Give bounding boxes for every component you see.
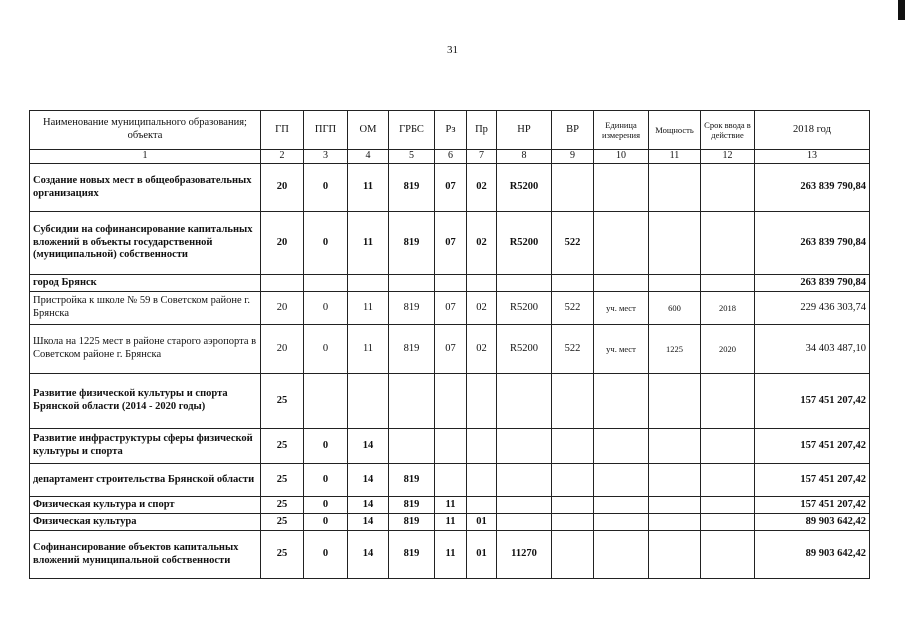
table-cell <box>261 275 304 292</box>
table-cell <box>701 212 755 275</box>
table-cell <box>435 464 467 497</box>
table-cell: 0 <box>304 531 348 579</box>
table-cell <box>497 514 552 531</box>
table-cell: 157 451 207,42 <box>755 429 870 464</box>
table-cell: 25 <box>261 497 304 514</box>
scan-edge-mark <box>898 0 905 20</box>
table-cell: 600 <box>649 292 701 325</box>
table-cell <box>304 374 348 429</box>
header-rz: Рз <box>435 111 467 150</box>
table-cell: 2018 <box>701 292 755 325</box>
header-year-2018: 2018 год <box>755 111 870 150</box>
table-cell <box>497 497 552 514</box>
table-cell: 11 <box>348 164 389 212</box>
table-cell: 25 <box>261 429 304 464</box>
header-row <box>30 111 870 150</box>
table-cell: Пристройка к школе № 59 в Советском районе г. Брянска <box>30 292 261 325</box>
table-cell: 819 <box>389 325 435 374</box>
table-cell <box>594 164 649 212</box>
header-pgp: ПГП <box>304 111 348 150</box>
table-cell <box>649 497 701 514</box>
header-pr: Пр <box>467 111 497 150</box>
table-cell: 157 451 207,42 <box>755 497 870 514</box>
table-cell: 819 <box>389 514 435 531</box>
table-cell: 07 <box>435 212 467 275</box>
table-cell: 07 <box>435 292 467 325</box>
table-cell: 2020 <box>701 325 755 374</box>
table-row <box>30 275 870 292</box>
table-cell: 11 <box>348 212 389 275</box>
table-cell <box>552 164 594 212</box>
table-cell: 20 <box>261 292 304 325</box>
table-cell <box>594 514 649 531</box>
table-cell <box>649 275 701 292</box>
table-cell: Софинансирование объектов капитальных вложений муниципальной собственности <box>30 531 261 579</box>
table-cell: Развитие инфраструктуры сферы физической культуры и спорта <box>30 429 261 464</box>
table-cell <box>467 374 497 429</box>
header-commissioning: Срок ввода в действие <box>701 111 755 150</box>
table-cell <box>701 514 755 531</box>
table-cell <box>497 275 552 292</box>
table-cell: 263 839 790,84 <box>755 275 870 292</box>
table-cell <box>552 497 594 514</box>
table-cell <box>435 275 467 292</box>
table-cell: R5200 <box>497 292 552 325</box>
header-unit: Единица измерения <box>594 111 649 150</box>
table-cell: 25 <box>261 514 304 531</box>
table-cell: 0 <box>304 497 348 514</box>
column-number: 6 <box>435 150 467 164</box>
table-cell <box>701 531 755 579</box>
table-cell <box>552 374 594 429</box>
table-cell: 07 <box>435 164 467 212</box>
table-row <box>30 531 870 579</box>
table-cell: уч. мест <box>594 325 649 374</box>
table-cell: 89 903 642,42 <box>755 514 870 531</box>
table-cell: 11 <box>348 292 389 325</box>
table-cell: город Брянск <box>30 275 261 292</box>
column-number: 10 <box>594 150 649 164</box>
table-cell: 11 <box>348 325 389 374</box>
table-cell: 20 <box>261 164 304 212</box>
table-cell: 02 <box>467 164 497 212</box>
column-number: 4 <box>348 150 389 164</box>
table-cell <box>594 275 649 292</box>
table-row <box>30 164 870 212</box>
table-cell: 263 839 790,84 <box>755 164 870 212</box>
table-cell: 0 <box>304 292 348 325</box>
table-cell: 819 <box>389 464 435 497</box>
column-number: 1 <box>30 150 261 164</box>
table-cell: 0 <box>304 429 348 464</box>
table-cell: 522 <box>552 292 594 325</box>
table-cell: 14 <box>348 514 389 531</box>
column-number: 8 <box>497 150 552 164</box>
table-cell <box>497 464 552 497</box>
table-row <box>30 292 870 325</box>
table-cell <box>348 374 389 429</box>
table-cell: 0 <box>304 514 348 531</box>
table-cell: 0 <box>304 464 348 497</box>
table-cell: 11 <box>435 514 467 531</box>
table-row <box>30 212 870 275</box>
column-number: 7 <box>467 150 497 164</box>
header-vr: ВР <box>552 111 594 150</box>
table-cell <box>435 374 467 429</box>
table-cell: департамент строительства Брянской области <box>30 464 261 497</box>
table-row <box>30 514 870 531</box>
table-cell: Развитие физической культуры и спорта Брянской области (2014 - 2020 годы) <box>30 374 261 429</box>
column-number: 2 <box>261 150 304 164</box>
table-row <box>30 497 870 514</box>
table-cell <box>649 164 701 212</box>
page-number: 31 <box>447 44 458 56</box>
table-cell: 229 436 303,74 <box>755 292 870 325</box>
table-cell: 0 <box>304 164 348 212</box>
table-cell: 11 <box>435 531 467 579</box>
column-number-row <box>30 150 870 164</box>
table-cell <box>435 429 467 464</box>
table-cell <box>348 275 389 292</box>
table-cell <box>304 275 348 292</box>
table-row <box>30 429 870 464</box>
table-cell: 25 <box>261 374 304 429</box>
table-cell: 0 <box>304 212 348 275</box>
table-cell <box>594 497 649 514</box>
table-cell <box>497 374 552 429</box>
table-cell: 819 <box>389 531 435 579</box>
column-number: 11 <box>649 150 701 164</box>
table-cell <box>649 464 701 497</box>
table-cell: 157 451 207,42 <box>755 374 870 429</box>
header-om: ОМ <box>348 111 389 150</box>
table-cell: 89 903 642,42 <box>755 531 870 579</box>
table-cell: 25 <box>261 464 304 497</box>
table-cell <box>701 275 755 292</box>
table-cell <box>497 429 552 464</box>
table-cell <box>649 212 701 275</box>
table-cell: 20 <box>261 212 304 275</box>
table-cell <box>552 429 594 464</box>
table-cell: 01 <box>467 514 497 531</box>
table-cell <box>594 429 649 464</box>
table-cell <box>552 275 594 292</box>
table-cell <box>649 429 701 464</box>
table-cell: 157 451 207,42 <box>755 464 870 497</box>
column-number: 3 <box>304 150 348 164</box>
table-cell: 14 <box>348 464 389 497</box>
budget-table <box>29 110 870 579</box>
table-cell <box>467 429 497 464</box>
header-grbs: ГРБС <box>389 111 435 150</box>
table-cell: 25 <box>261 531 304 579</box>
table-cell: 522 <box>552 325 594 374</box>
table-cell: 0 <box>304 325 348 374</box>
table-cell <box>467 497 497 514</box>
table-cell: 263 839 790,84 <box>755 212 870 275</box>
table-cell: 11 <box>435 497 467 514</box>
table-cell <box>552 464 594 497</box>
header-gp: ГП <box>261 111 304 150</box>
table-cell <box>701 497 755 514</box>
table-cell <box>594 374 649 429</box>
table-cell: 819 <box>389 212 435 275</box>
table-cell <box>649 531 701 579</box>
table-cell: 14 <box>348 531 389 579</box>
table-cell: 1225 <box>649 325 701 374</box>
table-cell: 14 <box>348 497 389 514</box>
table-cell: 02 <box>467 325 497 374</box>
table-cell: 819 <box>389 497 435 514</box>
table-cell: 522 <box>552 212 594 275</box>
table-cell: уч. мест <box>594 292 649 325</box>
table-cell: Школа на 1225 мест в районе старого аэропорта в Советском районе г. Брянска <box>30 325 261 374</box>
table-cell <box>594 212 649 275</box>
table-cell: 02 <box>467 292 497 325</box>
table-cell: 11270 <box>497 531 552 579</box>
table-cell <box>649 374 701 429</box>
table-cell <box>594 464 649 497</box>
table-cell <box>389 429 435 464</box>
table-cell <box>701 464 755 497</box>
table-cell: R5200 <box>497 325 552 374</box>
table-cell: 34 403 487,10 <box>755 325 870 374</box>
table-cell <box>701 164 755 212</box>
table-cell <box>594 531 649 579</box>
table-cell: 02 <box>467 212 497 275</box>
column-number: 5 <box>389 150 435 164</box>
column-number: 12 <box>701 150 755 164</box>
table-cell <box>467 275 497 292</box>
table-cell: Создание новых мест в общеобразовательных организациях <box>30 164 261 212</box>
table-cell: Субсидии на софинансирование капитальных вложений в объекты государственной (муниципальной) собственности <box>30 212 261 275</box>
table-cell: 20 <box>261 325 304 374</box>
table-cell <box>552 514 594 531</box>
table-cell <box>701 374 755 429</box>
header-nr: НР <box>497 111 552 150</box>
table-cell: 01 <box>467 531 497 579</box>
table-cell <box>649 514 701 531</box>
column-number: 13 <box>755 150 870 164</box>
table-cell: R5200 <box>497 212 552 275</box>
header-capacity: Мощность <box>649 111 701 150</box>
table-cell <box>467 464 497 497</box>
table-row <box>30 325 870 374</box>
table-cell: 819 <box>389 292 435 325</box>
table-cell <box>389 275 435 292</box>
table-cell: Физическая культура <box>30 514 261 531</box>
table-row <box>30 374 870 429</box>
header-name: Наименование муниципального образования; объекта <box>30 111 261 150</box>
table-cell <box>552 531 594 579</box>
column-number: 9 <box>552 150 594 164</box>
table-row <box>30 464 870 497</box>
table-cell: R5200 <box>497 164 552 212</box>
table-cell: 07 <box>435 325 467 374</box>
table-cell: Физическая культура и спорт <box>30 497 261 514</box>
table-cell <box>701 429 755 464</box>
table-cell <box>389 374 435 429</box>
table-cell: 14 <box>348 429 389 464</box>
table-cell: 819 <box>389 164 435 212</box>
